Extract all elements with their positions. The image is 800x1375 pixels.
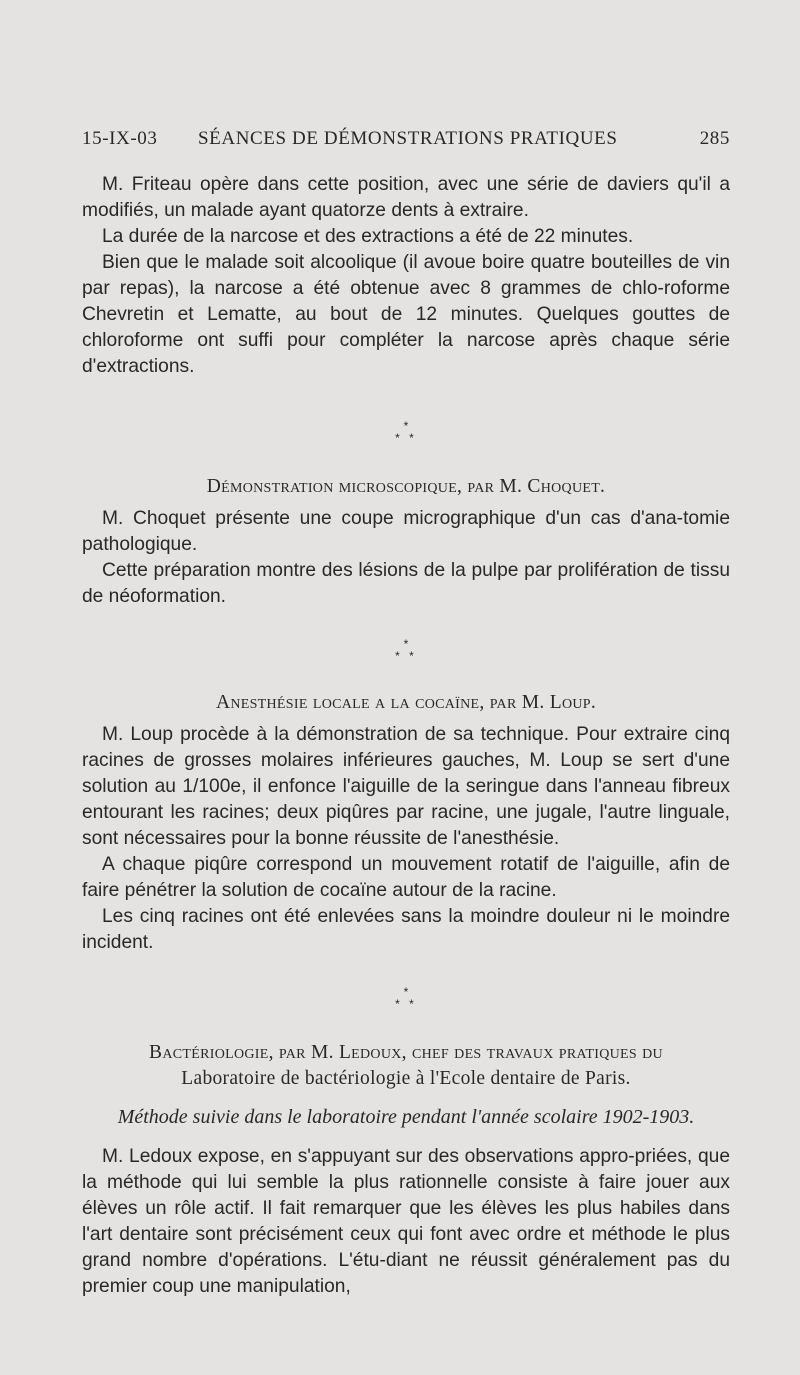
section-separator: * * * [395, 637, 417, 663]
section-title-bacteriologie-2: Laboratoire de bactériologie à l'Ecole dentaire de Paris. [181, 1068, 631, 1089]
section-title-bacteriologie-1: Bactériologie, par M. Ledoux, chef des travaux pratiques du [149, 1042, 663, 1063]
section-separator: * * * [395, 985, 417, 1011]
bacteriologie-subtitle: Méthode suivie dans le laboratoire pendant l'année scolaire 1902-1903. [117, 1106, 695, 1128]
anesthesie-paragraph-2: A chaque piqûre correspond un mouvement rotatif de l'aiguille, afin de faire pénétrer la solution de cocaïne autour de la racine. [82, 854, 730, 901]
microscopique-paragraph-2: Cette préparation montre des lésions de la pulpe par prolifération de tissu de néoformation. [82, 560, 730, 607]
section-title-anesthesie: Anesthésie locale a la cocaïne, par M. Loup. [215, 692, 597, 713]
header-title: SÉANCES DE DÉMONSTRATIONS PRATIQUES [198, 128, 618, 149]
header-date: 15-IX-03 [82, 128, 158, 149]
microscopique-paragraph-1: M. Choquet présente une coupe micrographique d'un cas d'ana-tomie pathologique. [82, 508, 730, 555]
page-body [82, 172, 730, 1300]
intro-paragraph-1: M. Friteau opère dans cette position, avec une série de daviers qu'il a modifiés, un malade ayant quatorze dents à extraire. [82, 174, 730, 221]
page-number: 285 [699, 128, 730, 149]
anesthesie-paragraph-1: M. Loup procède à la démonstration de sa technique. Pour extraire cinq racines de grosses molaires inférieures gauches, M. Loup se sert d'une solution au 1/100e, il enfonce l'aiguille de la seringue dans l'anneau fibreux entourant les racines; deux piqûres par racine, une jugale, l'autre linguale, sont nécessaires pour la bonne réussite de l'anesthésie. [82, 724, 730, 849]
section-title-microscopique: Démonstration microscopique, par M. Choquet. [206, 476, 606, 497]
bacteriologie-paragraph-1: M. Ledoux expose, en s'appuyant sur des observations appro-priées, que la méthode qui lui semble la plus rationnelle consiste à faire jouer aux élèves un rôle actif. Il fait remarquer que les élèves les plus habiles dans l'art dentaire sont précisément ceux qui font avec ordre et méthode le plus grand nombre d'opérations. L'étu-diant ne réussit généralement pas du premier coup une manipulation, [82, 1146, 730, 1297]
anesthesie-paragraph-3: Les cinq racines ont été enlevées sans la moindre douleur ni le moindre incident. [82, 906, 730, 953]
section-separator: * * * [395, 419, 417, 445]
intro-paragraph-2: La durée de la narcose et des extractions a été de 22 minutes. [102, 226, 634, 247]
intro-paragraph-3: Bien que le malade soit alcoolique (il avoue boire quatre bouteilles de vin par repas), la narcose a été obtenue avec 8 grammes de chlo-roforme Chevretin et Lematte, au bout de 12 minutes. Quelques gouttes de chloroforme ont suffi pour compléter la narcose après chaque série d'extractions. [82, 252, 730, 377]
